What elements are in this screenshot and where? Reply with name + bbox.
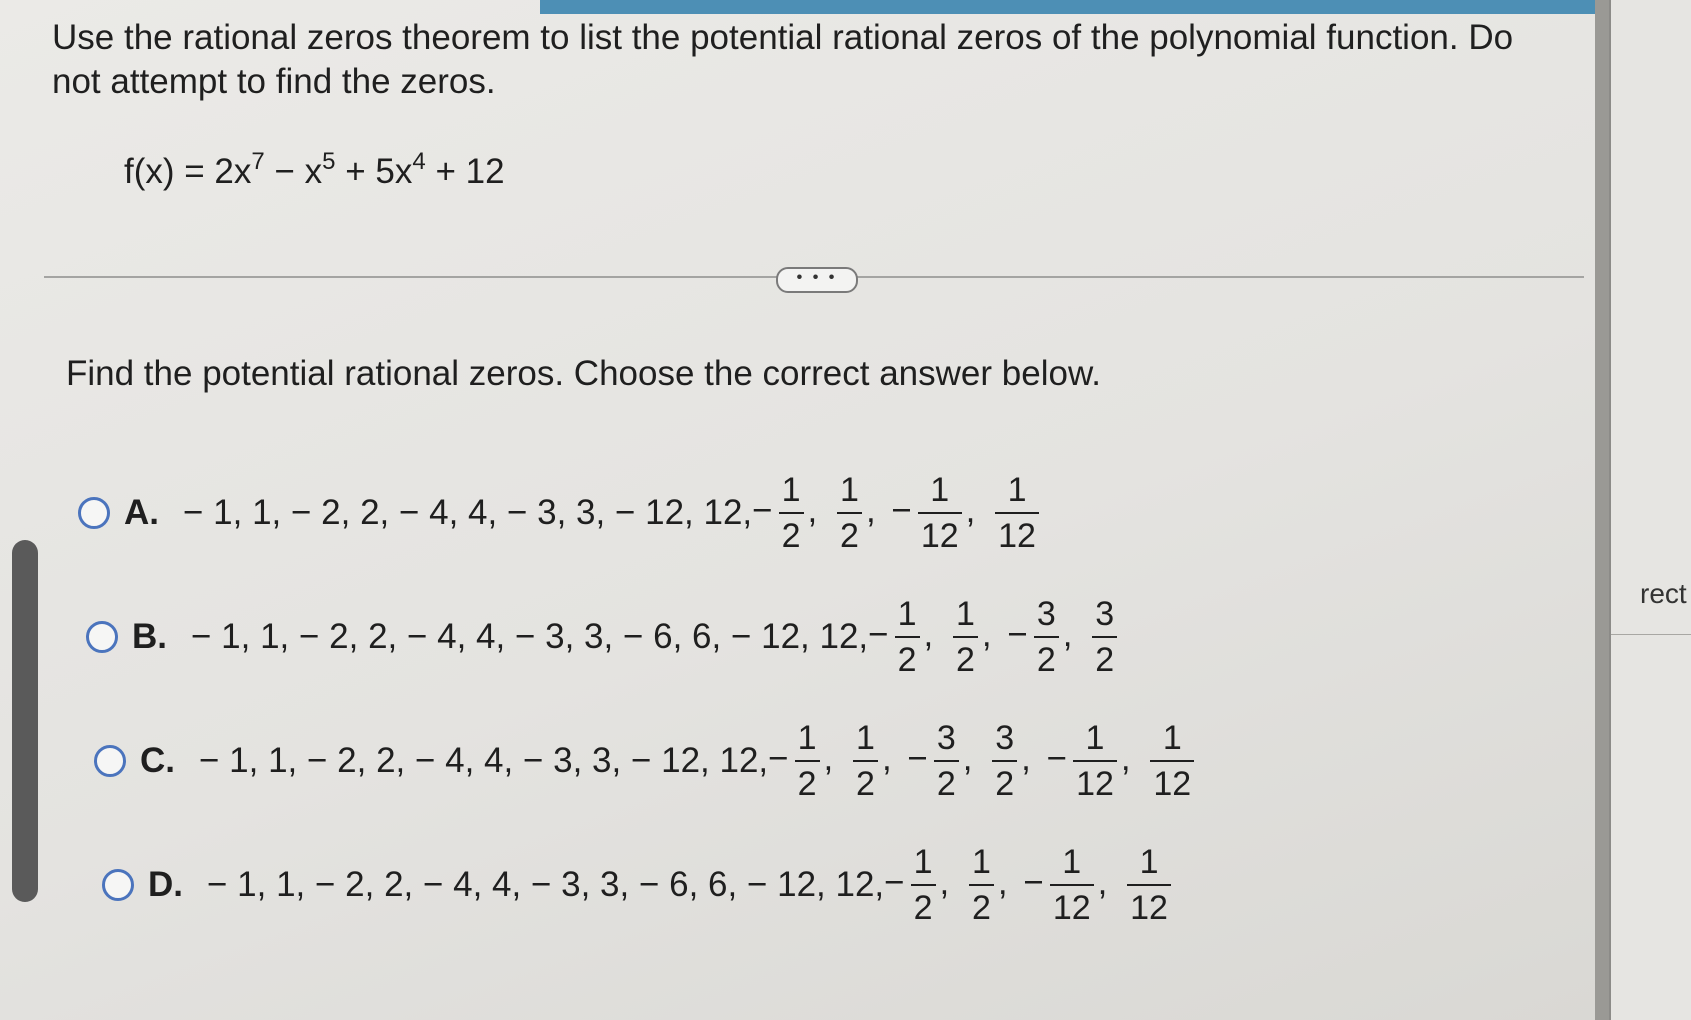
function-exponent-3: 4 bbox=[412, 148, 426, 175]
function-term-1: f(x) = 2x bbox=[124, 152, 252, 191]
fraction-bar bbox=[1150, 760, 1194, 762]
fraction-denominator: 12 bbox=[1130, 889, 1168, 927]
comma: , bbox=[1062, 615, 1073, 655]
fraction-denominator: 2 bbox=[995, 765, 1015, 803]
comma: , bbox=[823, 739, 834, 779]
answer-option-a[interactable] bbox=[78, 470, 1043, 556]
adjacent-panel-text: rect bbox=[1640, 578, 1687, 609]
fraction bbox=[918, 470, 962, 556]
adjacent-panel bbox=[1609, 0, 1691, 1020]
fraction-numerator: 1 bbox=[856, 719, 875, 757]
fraction-bar bbox=[1092, 636, 1117, 638]
fraction-denominator: 2 bbox=[936, 765, 956, 803]
fraction-numerator: 1 bbox=[840, 471, 859, 509]
fraction-sign: − bbox=[897, 739, 928, 779]
fraction-numerator: 3 bbox=[995, 719, 1015, 757]
fraction-denominator: 12 bbox=[1153, 765, 1192, 803]
fraction bbox=[1127, 842, 1171, 928]
top-bar bbox=[540, 0, 1595, 14]
fraction-denominator: 12 bbox=[1076, 765, 1114, 803]
option-letter: A. bbox=[124, 493, 159, 532]
fraction bbox=[1092, 594, 1117, 680]
fraction-numerator: 1 bbox=[797, 719, 817, 757]
fraction-bar bbox=[837, 512, 862, 514]
fraction-numerator: 1 bbox=[1085, 719, 1105, 757]
fraction-numerator: 1 bbox=[1139, 843, 1159, 881]
fraction-bar bbox=[779, 512, 804, 514]
expand-button[interactable]: • • • bbox=[776, 267, 858, 293]
fraction bbox=[1150, 718, 1194, 804]
fraction bbox=[795, 718, 820, 804]
fraction-denominator: 12 bbox=[1052, 889, 1091, 927]
option-integers: − 1, 1, − 2, 2, − 4, 4, − 3, 3, − 6, 6, − 12, 12, bbox=[207, 865, 885, 904]
fraction-denominator: 2 bbox=[897, 641, 917, 679]
fraction bbox=[969, 842, 994, 928]
function-term-3: + 5x bbox=[335, 152, 413, 191]
fraction-sign: − bbox=[884, 863, 905, 903]
fraction-bar bbox=[853, 760, 878, 762]
fraction-sign: − bbox=[1013, 863, 1044, 903]
fraction-denominator: 2 bbox=[972, 889, 991, 927]
comma: , bbox=[939, 863, 950, 903]
comma: , bbox=[981, 615, 992, 655]
fraction bbox=[1034, 594, 1059, 680]
fraction-bar bbox=[1034, 636, 1059, 638]
option-fractions bbox=[768, 718, 1198, 804]
function-term-4: + 12 bbox=[425, 152, 505, 191]
fraction-bar bbox=[934, 760, 959, 762]
fraction-bar bbox=[992, 760, 1017, 762]
fraction-sign: − bbox=[752, 491, 773, 531]
function-exponent-1: 7 bbox=[251, 148, 265, 175]
fraction-bar bbox=[969, 884, 994, 886]
fraction-denominator: 2 bbox=[781, 517, 801, 555]
fraction bbox=[1050, 842, 1094, 928]
fraction-numerator: 3 bbox=[936, 719, 956, 757]
fraction-sign: − bbox=[881, 491, 912, 531]
comma: , bbox=[881, 739, 892, 779]
option-letter: D. bbox=[148, 865, 183, 904]
fraction-numerator: 1 bbox=[897, 595, 917, 633]
fraction bbox=[837, 470, 862, 556]
fraction bbox=[853, 718, 878, 804]
fraction-numerator: 1 bbox=[930, 471, 950, 509]
fraction-numerator: 3 bbox=[1036, 595, 1056, 633]
fraction-numerator: 1 bbox=[1162, 719, 1182, 757]
fraction-bar bbox=[918, 512, 962, 514]
comma: , bbox=[1021, 739, 1031, 779]
option-letter: C. bbox=[140, 741, 175, 780]
fraction bbox=[995, 470, 1039, 556]
answer-prompt: Find the potential rational zeros. Choose the correct answer below. bbox=[66, 354, 1102, 393]
fraction bbox=[1073, 718, 1117, 804]
question-text: Use the rational zeros theorem to list the potential rational zeros of the polynomial function. Do not attempt to find the zeros. bbox=[52, 18, 1514, 101]
option-integers: − 1, 1, − 2, 2, − 4, 4, − 3, 3, − 6, 6, − 12, 12, bbox=[191, 617, 869, 656]
fraction bbox=[779, 470, 804, 556]
fraction-bar bbox=[1050, 884, 1094, 886]
answer-option-b[interactable] bbox=[86, 594, 1121, 680]
comma: , bbox=[865, 491, 876, 531]
option-integers: − 1, 1, − 2, 2, − 4, 4, − 3, 3, − 12, 12, bbox=[199, 741, 769, 780]
fraction-denominator: 2 bbox=[1095, 641, 1115, 679]
fraction-bar bbox=[911, 884, 936, 886]
function-exponent-2: 5 bbox=[322, 148, 336, 175]
radio-button[interactable] bbox=[102, 869, 134, 901]
comma: , bbox=[965, 491, 976, 531]
fraction-denominator: 2 bbox=[956, 641, 975, 679]
fraction-sign: − bbox=[1036, 739, 1068, 779]
fraction-numerator: 3 bbox=[1095, 595, 1115, 633]
fraction bbox=[911, 842, 936, 928]
fraction-numerator: 1 bbox=[913, 843, 933, 881]
fraction-denominator: 12 bbox=[920, 517, 959, 555]
comma: , bbox=[923, 615, 934, 655]
fraction-numerator: 1 bbox=[781, 471, 801, 509]
polynomial-function bbox=[124, 148, 505, 192]
option-integers: − 1, 1, − 2, 2, − 4, 4, − 3, 3, − 12, 12, bbox=[183, 493, 753, 532]
option-letter: B. bbox=[132, 617, 167, 656]
option-fractions bbox=[868, 594, 1121, 680]
panel-divider bbox=[1611, 634, 1691, 635]
fraction-denominator: 2 bbox=[913, 889, 933, 927]
window-edge bbox=[1595, 0, 1609, 1020]
comma: , bbox=[1120, 739, 1131, 779]
fraction-bar bbox=[995, 512, 1039, 514]
fraction-numerator: 1 bbox=[1062, 843, 1082, 881]
radio-button[interactable] bbox=[78, 497, 110, 529]
function-term-2: − x bbox=[264, 152, 323, 191]
option-fractions bbox=[884, 842, 1175, 928]
fraction bbox=[992, 718, 1017, 804]
fraction-numerator: 1 bbox=[1007, 471, 1027, 509]
radio-button[interactable] bbox=[86, 621, 118, 653]
fraction-denominator: 2 bbox=[856, 765, 875, 803]
fraction-bar bbox=[953, 636, 978, 638]
fraction-sign: − bbox=[997, 615, 1028, 655]
answer-option-c[interactable] bbox=[94, 718, 1198, 804]
fraction-denominator: 12 bbox=[998, 517, 1036, 555]
radio-button[interactable] bbox=[94, 745, 126, 777]
fraction-bar bbox=[1127, 884, 1171, 886]
answer-option-d[interactable] bbox=[102, 842, 1175, 928]
comma: , bbox=[1097, 863, 1108, 903]
fraction-numerator: 1 bbox=[956, 595, 975, 633]
comma: , bbox=[997, 863, 1008, 903]
fraction-denominator: 2 bbox=[1036, 641, 1056, 679]
comma: , bbox=[807, 491, 818, 531]
fraction-bar bbox=[895, 636, 920, 638]
fraction bbox=[953, 594, 978, 680]
fraction-sign: − bbox=[868, 615, 889, 655]
fraction-bar bbox=[795, 760, 820, 762]
fraction-bar bbox=[1073, 760, 1117, 762]
scrollbar-thumb[interactable] bbox=[12, 540, 38, 902]
option-fractions bbox=[752, 470, 1043, 556]
fraction bbox=[934, 718, 959, 804]
fraction-numerator: 1 bbox=[972, 843, 991, 881]
fraction bbox=[895, 594, 920, 680]
fraction-denominator: 2 bbox=[797, 765, 817, 803]
fraction-denominator: 2 bbox=[840, 517, 859, 555]
comma: , bbox=[962, 739, 973, 779]
fraction-sign: − bbox=[768, 739, 789, 779]
